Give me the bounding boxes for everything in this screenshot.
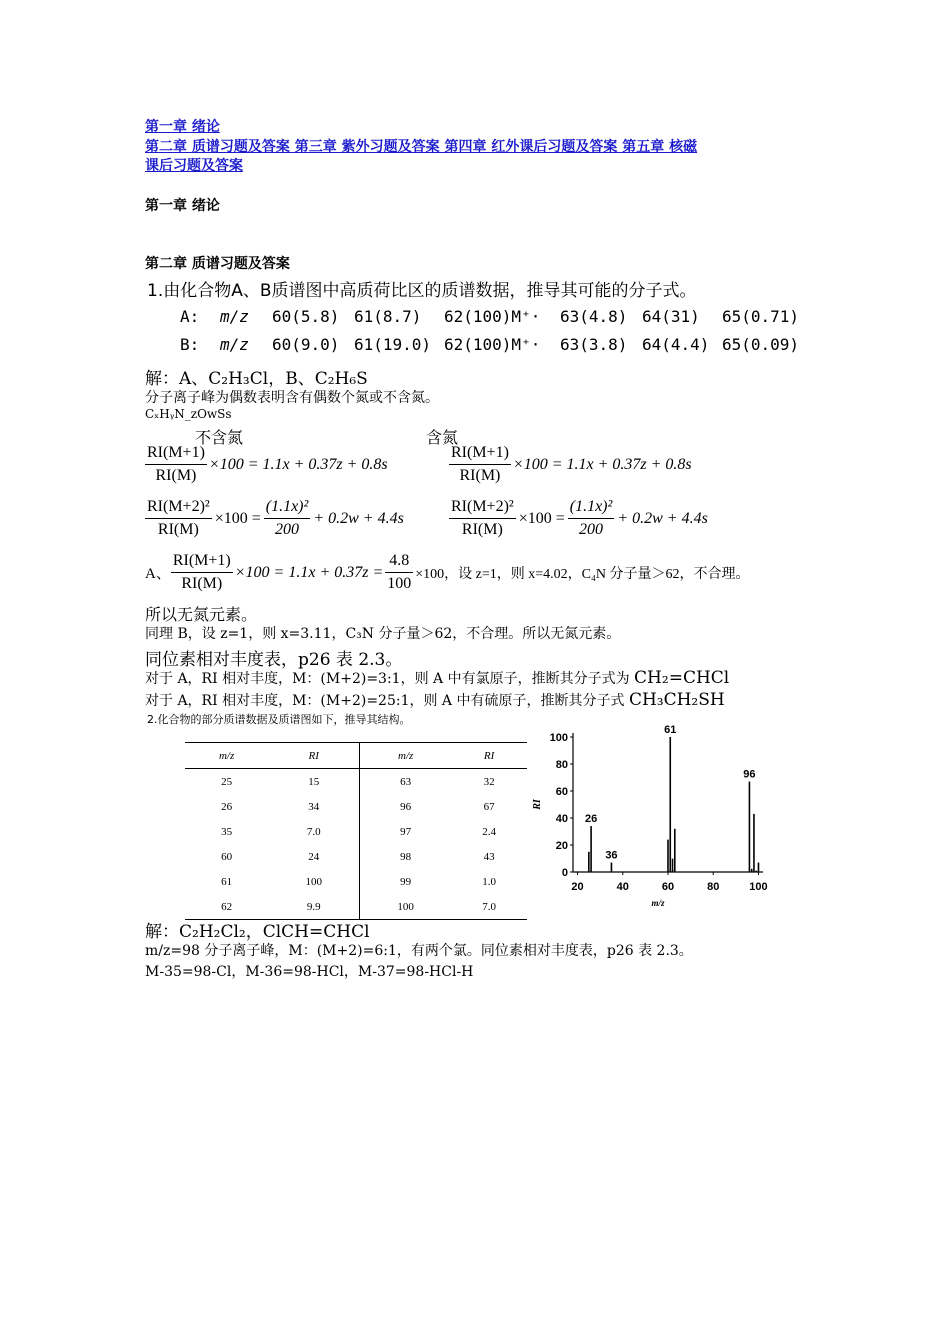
- table-cell: 34: [308, 800, 320, 813]
- table-cell: 7.0: [482, 900, 496, 913]
- table-cell: 2.4: [482, 825, 496, 838]
- frac-num: (1.1x)²: [568, 496, 615, 519]
- table-cell: 97: [360, 819, 451, 844]
- x-axis-label: m/z: [651, 898, 665, 908]
- frac-num: RI(M+1): [171, 550, 233, 573]
- table-header: RI: [308, 749, 319, 762]
- frac-den: 200: [275, 521, 300, 538]
- table-cell: 32: [483, 775, 495, 788]
- ans1-line1: [145, 364, 368, 389]
- frac-den: RI(M): [157, 521, 199, 538]
- q1-mz-label: m/z: [220, 335, 249, 354]
- x-tick-label: 60: [661, 881, 675, 893]
- y-axis-label: RI: [532, 799, 543, 810]
- q2-prompt: 2.化合物的部分质谱数据及质谱图如下，推导其结构。: [147, 713, 411, 726]
- table-cell: 62: [221, 900, 233, 913]
- x-tick-label: 80: [707, 881, 720, 893]
- y-tick-label: 20: [555, 840, 568, 852]
- mass-spectrum-chart: [528, 715, 773, 915]
- formula-a-tail: ×100，设 z=1，则 x=4.02，C₄N 分子量＞62，不合理。: [415, 566, 750, 582]
- q2-data-table: [185, 742, 527, 920]
- peak-label: 96: [743, 768, 756, 781]
- formula-m2-with-n: [449, 496, 708, 541]
- frac-den: RI(M): [155, 467, 197, 484]
- nav-link-chapter5[interactable]: 第五章 核磁: [622, 139, 698, 155]
- table-row: [185, 794, 527, 819]
- table-cell: 100: [305, 875, 322, 888]
- ans1-a-sulfur-formula: CH₃CH₂SH: [628, 690, 725, 710]
- nav-link-chapter2[interactable]: 第二章 质谱习题及答案: [145, 139, 290, 155]
- formula-times: ×100 =: [214, 509, 261, 527]
- ans1-prefix: 解：A、: [145, 369, 209, 389]
- q1-a-val: 63(4.8): [560, 307, 628, 326]
- ans1-general-formula: CₓHᵧN_zOwSs: [145, 407, 232, 421]
- frac-den: RI(M): [459, 467, 501, 484]
- nav-links-row: [145, 136, 697, 156]
- q1-b-val: 60(9.0): [272, 335, 340, 354]
- chapter2-heading: 第二章 质谱习题及答案: [145, 256, 290, 272]
- q1-row-a: [180, 307, 799, 326]
- nav-link-chapter5-cont[interactable]: 课后习题及答案: [145, 158, 243, 174]
- formula-tail: + 0.2w + 4.4s: [617, 509, 708, 527]
- q1-row-a-label: A:: [180, 307, 200, 326]
- table-cell: 35: [221, 825, 233, 838]
- ans2-line1: [145, 917, 370, 942]
- ans1-b-analysis: 同理 B，设 z=1，则 x=3.11，C₃N 分子量＞62，不合理。所以无氮元素。: [145, 626, 621, 642]
- ans1-no-nitrogen: 所以无氮元素。: [145, 605, 258, 624]
- frac-num: (1.1x)²: [264, 496, 311, 519]
- table-header-row: [185, 743, 527, 769]
- formula-m2-no-n: [145, 496, 404, 541]
- y-tick-label: 0: [561, 867, 568, 879]
- ans2-line3: M-35=98-Cl，M-36=98-HCl，M-37=98-HCl-H: [145, 964, 474, 980]
- y-tick-label: 80: [555, 759, 568, 771]
- q1-row-b: [180, 335, 799, 354]
- chapter1-heading: 第一章 绪论: [145, 198, 220, 214]
- x-tick-label: 100: [749, 881, 768, 893]
- ans2-formula: C₂H₂Cl₂，ClCH=CHCl: [179, 922, 370, 942]
- q1-a-val: 60(5.8): [272, 307, 340, 326]
- table-cell: 26: [221, 800, 233, 813]
- ans1-mid: ，B、: [268, 369, 315, 389]
- table-row: [185, 819, 527, 844]
- formula-m1-with-n: [449, 442, 692, 487]
- chart-axes: [532, 732, 768, 908]
- frac-den: RI(M): [461, 521, 503, 538]
- table-row: [185, 894, 527, 920]
- q1-row-b-label: B:: [180, 335, 200, 354]
- table-cell: 60: [221, 850, 233, 863]
- nav-link-chapter4[interactable]: 第四章 红外课后习题及答案: [444, 139, 618, 155]
- table-cell: 24: [308, 850, 320, 863]
- table-cell: 61: [221, 875, 233, 888]
- formula-a-calc: [145, 550, 750, 595]
- table-row: [185, 844, 527, 869]
- frac-num: RI(M+2)²: [145, 496, 212, 519]
- y-tick-label: 40: [555, 813, 568, 825]
- y-tick-label: 60: [555, 786, 568, 798]
- frac-num: 4.8: [385, 550, 413, 573]
- table-cell: 9.9: [306, 900, 321, 913]
- ans1-formula-b: C₂H₆S: [314, 369, 368, 389]
- peak-label: 61: [664, 724, 677, 736]
- nav-link-chapter1[interactable]: 第一章 绪论: [145, 119, 220, 135]
- label-with-nitrogen: 含氮: [426, 428, 459, 447]
- x-tick-label: 40: [616, 881, 629, 893]
- q2-table-wrap: [185, 742, 527, 920]
- ans1-isotope-ref: 同位素相对丰度表，p26 表 2.3。: [145, 650, 403, 670]
- table-cell: 67: [483, 800, 495, 813]
- peak-label: 26: [584, 813, 598, 826]
- formula-m1-no-n: [145, 442, 388, 487]
- q1-b-val: 62(100)M⁺·: [444, 335, 541, 354]
- table-cell: 7.0: [306, 825, 321, 838]
- table-header: RI: [483, 749, 495, 762]
- q1-b-val: 61(19.0): [354, 335, 432, 354]
- q1-a-val: 62(100)M⁺·: [444, 307, 541, 326]
- ans1-a-chlorine-text: 对于 A，RI 相对丰度，M：(M+2)=3:1，则 A 中有氯原子，推断其分子式为: [145, 671, 635, 687]
- q1-b-val: 65(0.09): [722, 335, 800, 354]
- table-cell: 15: [308, 775, 320, 788]
- table-cell: 99: [360, 869, 451, 894]
- nav-link-chapter3[interactable]: 第三章 紫外习题及答案: [294, 139, 440, 155]
- table-cell: 43: [483, 850, 495, 863]
- formula-rhs: ×100 = 1.1x + 0.37z + 0.8s: [208, 455, 388, 473]
- label-no-nitrogen: 不含氮: [195, 428, 244, 447]
- q1-b-val: 64(4.4): [642, 335, 710, 354]
- table-cell: 1.0: [482, 875, 496, 888]
- q1-prompt: 1.由化合物A、B质谱图中高质荷比区的质谱数据，推导其可能的分子式。: [147, 281, 697, 301]
- formula-a-prefix: A、: [145, 566, 171, 582]
- ans2-prefix: 解：: [145, 922, 179, 942]
- table-cell: 96: [360, 794, 451, 819]
- ans1-line2: 分子离子峰为偶数表明含有偶数个氮或不含氮。: [145, 390, 439, 406]
- frac-num: RI(M+1): [449, 442, 511, 465]
- table-row: [185, 769, 527, 795]
- frac-den: 200: [579, 521, 604, 538]
- q1-a-val: 64(31): [642, 307, 700, 326]
- ans1-formula-a: C₂H₃Cl: [208, 369, 269, 389]
- frac-den: 100: [387, 575, 412, 592]
- table-header: m/z: [360, 743, 451, 769]
- table-row: [185, 869, 527, 894]
- q1-b-val: 63(3.8): [560, 335, 628, 354]
- formula-tail: + 0.2w + 4.4s: [313, 509, 404, 527]
- ans2-line2: m/z=98 分子离子峰，M：(M+2)=6:1，有两个氯。同位素相对丰度表，p26 表 2.3。: [145, 943, 693, 959]
- formula-a-mid: ×100 = 1.1x + 0.37z =: [234, 563, 384, 581]
- x-tick-label: 20: [571, 881, 584, 893]
- frac-num: RI(M+1): [145, 442, 207, 465]
- ans1-a-sulfur-text: 对于 A，RI 相对丰度，M：(M+2)=25:1，则 A 中有硫原子，推断其分子式: [145, 693, 629, 709]
- q1-mz-label: m/z: [220, 307, 249, 326]
- table-cell: 63: [360, 769, 451, 795]
- y-tick-label: 100: [549, 732, 568, 744]
- q1-a-val: 61(8.7): [354, 307, 422, 326]
- table-cell: 25: [221, 775, 233, 788]
- ans1-a-sulfur: [145, 690, 725, 710]
- frac-num: RI(M+2)²: [449, 496, 516, 519]
- peak-label: 36: [605, 849, 618, 862]
- ans1-a-chlorine-formula: CH₂=CHCl: [634, 668, 730, 688]
- table-cell: 98: [360, 844, 451, 869]
- formula-times: ×100 =: [518, 509, 565, 527]
- table-cell: 100: [360, 894, 451, 920]
- q1-a-val: 65(0.71): [722, 307, 800, 326]
- table-header: m/z: [218, 749, 235, 762]
- ans1-a-chlorine: [145, 668, 729, 688]
- formula-rhs: ×100 = 1.1x + 0.37z + 0.8s: [512, 455, 692, 473]
- frac-den: RI(M): [181, 575, 223, 592]
